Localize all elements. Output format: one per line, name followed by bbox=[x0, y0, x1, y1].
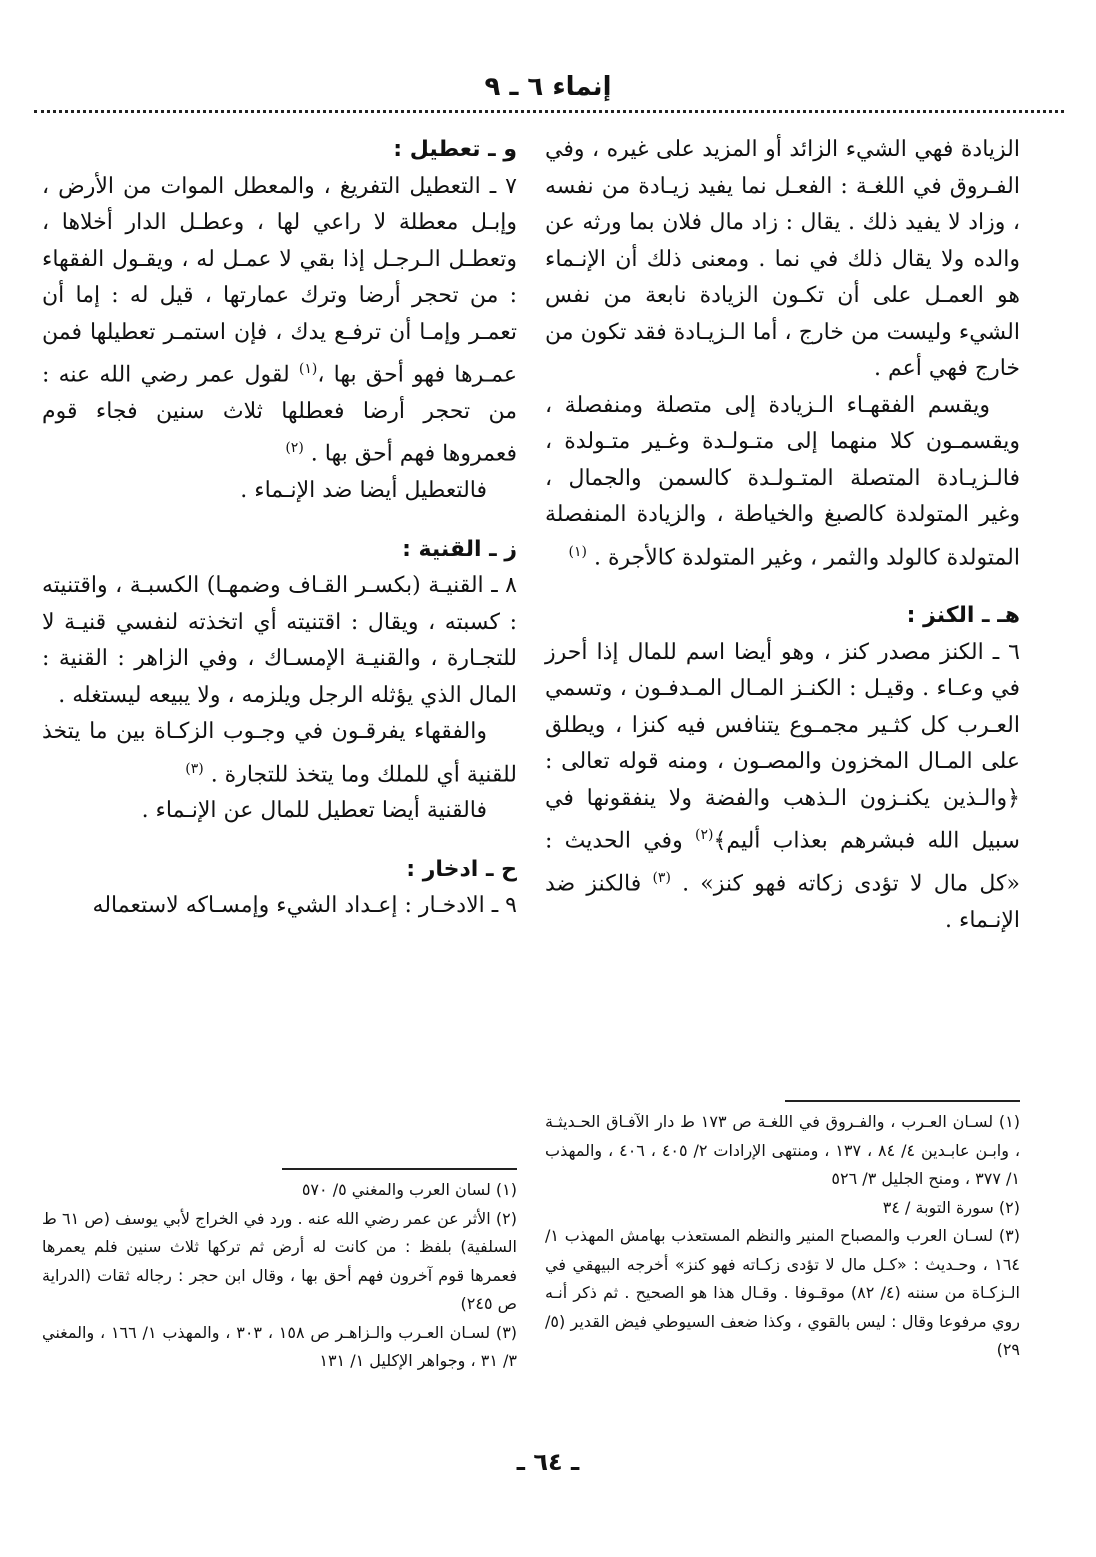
section-heading: هـ ـ الكنز : bbox=[906, 603, 1020, 629]
footnote: (١) لسان العرب والمغني ٥/ ٥٧٠ bbox=[301, 1180, 517, 1199]
footnote: (٣) لسـان العـرب والـزاهـر ص ١٥٨ ، ٣٠٣ ، والمهذب ١/ ١٦٦ ، والمغني ٣/ ٣١ ، وجواهر الإكليل ١/ ١٣١ bbox=[42, 1322, 518, 1370]
paragraph: والفقهاء يفرقـون في وجـوب الزكـاة بين ما يتخذ للقنية أي للملك وما يتخذ للتجارة . $^{(٣)}$ bbox=[42, 719, 517, 787]
footnote-ref: (٢) bbox=[694, 827, 714, 844]
section-heading: و ـ تعطيل : bbox=[393, 137, 517, 162]
footnote-ref: (٢) bbox=[285, 440, 304, 457]
paragraph: ٦ ـ الكنز مصدر كنز ، وهو أيضا اسم للمال إذا أحرز في وعـاء . وقيـل : الكنـز المـال المـدفـون ، وتسمي العـرب كل كثـير مجمـوع يتنافس فيه كنزا ، ويطلق على المـال المخزون والمصـون ، ومنه قوله تعالى : ﴿والـذين يكنـزون الـذهب والفضة ولا ينفقونها في سبيل الله فبشرهم بعذاب أليم﴾$^{(٢)}$ وفي الحديث : «كل مال لا تؤدى زكاته فهو كنز» . $^{(٣)}$ فالكنز ضد الإنـماء . bbox=[545, 639, 1020, 933]
header-dotted-rule bbox=[34, 110, 1064, 113]
running-header: إنماء ٦ ـ ٩ bbox=[484, 72, 612, 102]
section-heading: ح ـ ادخار : bbox=[406, 856, 517, 882]
footnote: (٣) لسـان العرب والمصباح المنير والنظم المستعذب بهامش المهذب ١/ ١٦٤ ، وحـديث : «كـل مال لا تؤدى زكـاته فهو كنز» أخرجه البيهقي في الـزكـاة من سننه (٤/ ٨٢) موقـوفا . وقـال هذا هو الصحيح . ثم ذكر أنـه روي مرفوعا وقال : ليس بالقوي ، وكذا ضعف السيوطي فيض القدير (٥/ ٢٩) bbox=[545, 1226, 1021, 1359]
footnote: (١) لسـان العـرب ، والفـروق في اللغـة ص ١٧٣ ط دار الآفـاق الحـديثـة ، وابـن عابـدين ٤/ ٨٤ ، ١٣٧ ، ومنتهى الإرادات ٢/ ٤٠٥ ، ٤٠٦ ، والمهذب ١/ ٣٧٧ ، ومنح الجليل ٣/ ٥٢٦ bbox=[545, 1112, 1021, 1188]
right-column bbox=[545, 132, 1020, 939]
footnote-ref: (١) bbox=[568, 543, 587, 560]
paragraph: ٧ ـ التعطيل التفريغ ، والمعطل الموات من الأرض ، وإبـل معطلة لا راعي لها ، وعطـل الدار أخلاها ، وتعطـل الـرجـل إذا بقي لا عمـل له ، ويقـول الفقهاء : من تحجر أرضا وترك عمارتها ، قيل له : إما أن تعمـر وإمـا أن ترفـع يدك ، فإن استمـر تعطيلها فمن عمـرها فهو أحق بها ،$^{(١)}$ لقول عمر رضي الله عنه : من تحجر أرضا فعطلها ثلاث سنين فجاء قوم فعمروها فهم أحق بها . $^{(٢)}$ bbox=[42, 173, 517, 467]
footnote-rule bbox=[282, 1168, 517, 1170]
footnote: (٢) سورة التوبة / ٣٤ bbox=[882, 1197, 1020, 1217]
paragraph: ٨ ـ القنيـة (بكسـر القـاف وضمهـا) الكسبـة ، واقتنيته : كسبته ، ويقال : اقتنيته أي اتخذته لنفسي قنيـة لا للتجـارة ، والقنيـة الإمسـاك ، وفي الزاهر : القنية : المال الذي يؤثله الرجل ويلزمه ، ولا يبيعه ليستغله . bbox=[42, 573, 517, 708]
paragraph: ٩ ـ الادخـار : إعـداد الشيء وإمسـاكه لاستعماله bbox=[92, 893, 517, 919]
section-heading: ز ـ القنية : bbox=[402, 536, 517, 562]
paragraph: فالتعطيل أيضا ضد الإنـماء . bbox=[240, 478, 487, 504]
paragraph: ويقسم الفقهـاء الـزيادة إلى متصلة ومنفصلة ، ويقسمـون كلا منهما إلى متـولـدة وغـير متـولدة ، فالـزيـادة المتصلة المتـولـدة كالسمن والجمال ، وغير المتولدة كالصبغ والخياطة ، والزيادة المنفصلة المتولدة كالولد والثمر ، وغير المتولدة كالأجرة . $^{(١)}$ bbox=[545, 392, 1020, 570]
footnote-ref: (٣) bbox=[185, 760, 204, 777]
page-number: ـ ٦٤ ـ bbox=[516, 1448, 580, 1476]
left-column bbox=[42, 132, 517, 925]
footnotes-left bbox=[42, 1168, 517, 1376]
footnotes-right bbox=[545, 1100, 1020, 1365]
footnote-rule bbox=[785, 1100, 1020, 1102]
paragraph: فالقنية أيضا تعطيل للمال عن الإنـماء . bbox=[141, 798, 487, 824]
footnote: (٢) الأثر عن عمر رضي الله عنه . ورد في الخراج لأبي يوسف (ص ٦١ ط السلفية) بلفظ : من كانت له أرض ثم تركها ثلاث سنين فلم يعمرها فعمرها قوم آخرون فهم أحق بها ، وقال ابن حجر : رجاله ثقات (الدراية ص ٢٤٥) bbox=[42, 1208, 518, 1313]
footnote-ref: (١) bbox=[298, 361, 318, 377]
paragraph: الزيادة فهي الشيء الزائد أو المزيد على غيره ، وفي الفـروق في اللغـة : الفعـل نما يفيد زيـادة من نفسه ، وزاد لا يفيد ذلك . يقال : زاد مال فلان بما ورثه عن والده ولا يقال ذلك في نما . ومعنى ذلك أن الإنـماء هو العمـل على أن تكـون الزيادة نابعة من نفس الشيء وليست من خارج ، أما الـزيـادة فقد تكون من خارج فهي أعم . bbox=[545, 137, 1020, 381]
footnote-ref: (٣) bbox=[652, 870, 671, 887]
